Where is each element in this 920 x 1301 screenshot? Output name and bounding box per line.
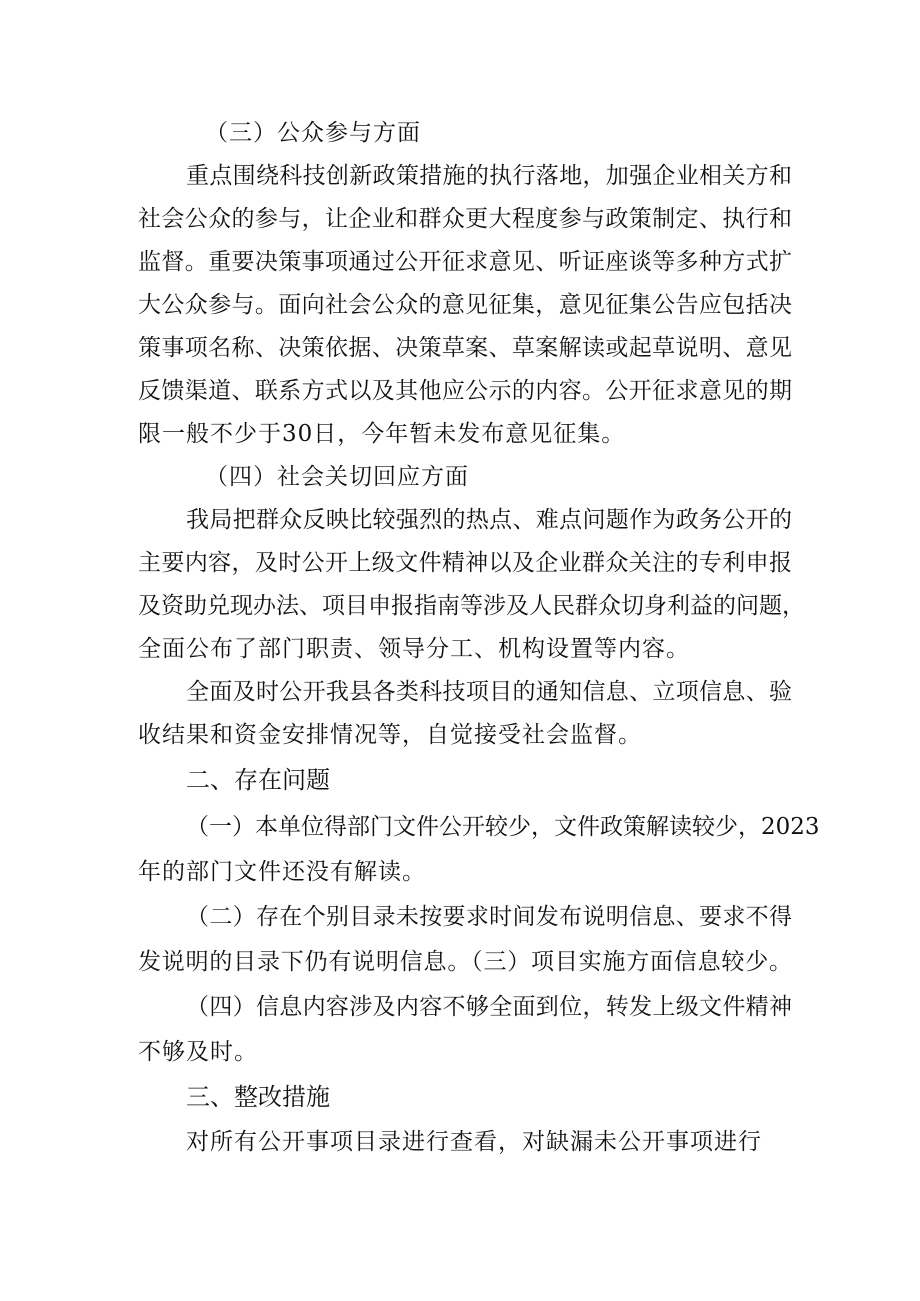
paragraph-line: 全面及时公开我县各类科技项目的通知信息、立项信息、验 xyxy=(186,679,792,705)
paragraph-line: 重点围绕科技创新政策措施的执行落地，加强企业相关方和 xyxy=(186,163,792,189)
section-title-public-participation: （三）公众参与方面 xyxy=(205,120,421,146)
section-title-public-concern: （四）社会关切回应方面 xyxy=(205,464,469,490)
paragraph-line: 监督。重要决策事项通过公开征求意见、听证座谈等多种方式扩 xyxy=(138,249,792,275)
paragraph-line: 对所有公开事项目录进行查看，对缺漏未公开事项进行 xyxy=(186,1129,762,1155)
paragraph-line: 策事项名称、决策依据、决策草案、草案解读或起草说明、意见 xyxy=(138,335,792,361)
paragraph-line: 社会公众的参与，让企业和群众更大程度参与政策制定、执行和 xyxy=(138,206,792,232)
paragraph-line: 及资助兑现办法、项目申报指南等涉及人民群众切身利益的问题， xyxy=(138,593,805,619)
paragraph-line: 不够及时。 xyxy=(138,1039,258,1065)
paragraph-line: 主要内容，及时公开上级文件精神以及企业群众关注的专利申报 xyxy=(138,550,792,576)
paragraph-line: 大公众参与。面向社会公众的意见征集，意见征集公告应包括决 xyxy=(138,292,792,318)
paragraph-line: （一）本单位得部门文件公开较少，文件政策解读较少，2023 xyxy=(186,814,820,840)
paragraph-line: 收结果和资金安排情况等，自觉接受社会监督。 xyxy=(138,722,642,748)
paragraph-line: 全面公布了部门职责、领导分工、机构设置等内容。 xyxy=(138,636,690,662)
heading-existing-problems: 二、存在问题 xyxy=(186,766,330,794)
heading-rectification-measures: 三、整改措施 xyxy=(186,1083,330,1111)
paragraph-line: 我局把群众反映比较强烈的热点、难点问题作为政务公开的 xyxy=(186,507,792,533)
paragraph-line: 发说明的目录下仍有说明信息。（三）项目实施方面信息较少。 xyxy=(138,949,792,975)
paragraph-line: （二）存在个别目录未按要求时间发布说明信息、要求不得 xyxy=(186,904,792,930)
paragraph-line: （四）信息内容涉及内容不够全面到位，转发上级文件精神 xyxy=(186,994,792,1020)
paragraph-line: 年的部门文件还没有解读。 xyxy=(138,859,426,885)
paragraph-line: 限一般不少于30日，今年暂未发布意见征集。 xyxy=(138,421,626,447)
paragraph-line: 反馈渠道、联系方式以及其他应公示的内容。公开征求意见的期 xyxy=(138,378,792,404)
